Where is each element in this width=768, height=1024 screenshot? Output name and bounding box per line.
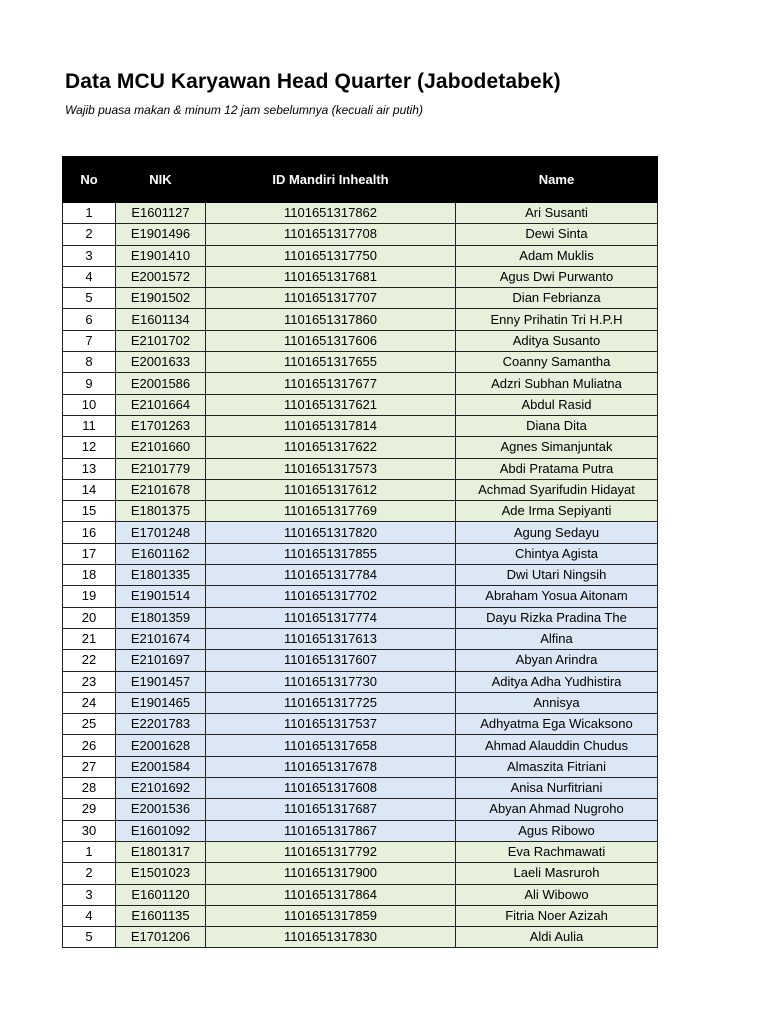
cell-no: 24 (63, 692, 116, 713)
cell-id-mandiri-inhealth: 1101651317859 (206, 905, 456, 926)
cell-nik: E2101702 (116, 330, 206, 351)
cell-no: 8 (63, 352, 116, 373)
table-row (63, 352, 658, 373)
cell-no: 5 (63, 927, 116, 948)
cell-id-mandiri-inhealth: 1101651317678 (206, 756, 456, 777)
cell-nik: E1801359 (116, 607, 206, 628)
cell-id-mandiri-inhealth: 1101651317864 (206, 884, 456, 905)
cell-id-mandiri-inhealth: 1101651317658 (206, 735, 456, 756)
cell-no: 15 (63, 501, 116, 522)
cell-nik: E1801317 (116, 841, 206, 862)
cell-name: Agnes Simanjuntak (456, 437, 658, 458)
cell-nik: E1901514 (116, 586, 206, 607)
cell-id-mandiri-inhealth: 1101651317681 (206, 266, 456, 287)
cell-no: 13 (63, 458, 116, 479)
table-row (63, 841, 658, 862)
cell-no: 4 (63, 905, 116, 926)
cell-name: Ade Irma Sepiyanti (456, 501, 658, 522)
cell-name: Fitria Noer Azizah (456, 905, 658, 926)
cell-no: 30 (63, 820, 116, 841)
cell-name: Enny Prihatin Tri H.P.H (456, 309, 658, 330)
cell-nik: E2001584 (116, 756, 206, 777)
cell-name: Anisa Nurfitriani (456, 778, 658, 799)
cell-id-mandiri-inhealth: 1101651317792 (206, 841, 456, 862)
table-row (63, 309, 658, 330)
table-row (63, 288, 658, 309)
cell-no: 1 (63, 841, 116, 862)
table-row (63, 692, 658, 713)
table-row (63, 437, 658, 458)
cell-id-mandiri-inhealth: 1101651317708 (206, 224, 456, 245)
cell-no: 6 (63, 309, 116, 330)
cell-nik: E2001628 (116, 735, 206, 756)
table-row (63, 224, 658, 245)
cell-no: 2 (63, 863, 116, 884)
table-row (63, 565, 658, 586)
cell-no: 3 (63, 245, 116, 266)
column-header-no: No (63, 157, 116, 203)
cell-nik: E1501023 (116, 863, 206, 884)
cell-name: Adhyatma Ega Wicaksono (456, 714, 658, 735)
table-row (63, 756, 658, 777)
cell-no: 18 (63, 565, 116, 586)
table-row (63, 330, 658, 351)
cell-nik: E2101697 (116, 650, 206, 671)
cell-name: Laeli Masruroh (456, 863, 658, 884)
column-header-id-mandiri-inhealth: ID Mandiri Inhealth (206, 157, 456, 203)
cell-id-mandiri-inhealth: 1101651317860 (206, 309, 456, 330)
table-row (63, 373, 658, 394)
cell-id-mandiri-inhealth: 1101651317867 (206, 820, 456, 841)
cell-nik: E1701263 (116, 415, 206, 436)
cell-id-mandiri-inhealth: 1101651317750 (206, 245, 456, 266)
cell-id-mandiri-inhealth: 1101651317900 (206, 863, 456, 884)
table-row (63, 671, 658, 692)
table-row (63, 863, 658, 884)
cell-nik: E1601120 (116, 884, 206, 905)
cell-nik: E1701248 (116, 522, 206, 543)
cell-no: 12 (63, 437, 116, 458)
cell-id-mandiri-inhealth: 1101651317707 (206, 288, 456, 309)
cell-name: Diana Dita (456, 415, 658, 436)
cell-nik: E1601162 (116, 543, 206, 564)
employee-table (62, 156, 658, 948)
cell-nik: E2101664 (116, 394, 206, 415)
cell-nik: E2101692 (116, 778, 206, 799)
cell-nik: E2101674 (116, 628, 206, 649)
cell-nik: E2101779 (116, 458, 206, 479)
cell-name: Abyan Arindra (456, 650, 658, 671)
table-row (63, 586, 658, 607)
cell-no: 27 (63, 756, 116, 777)
cell-id-mandiri-inhealth: 1101651317687 (206, 799, 456, 820)
cell-nik: E1601135 (116, 905, 206, 926)
cell-name: Adzri Subhan Muliatna (456, 373, 658, 394)
cell-name: Dwi Utari Ningsih (456, 565, 658, 586)
cell-id-mandiri-inhealth: 1101651317784 (206, 565, 456, 586)
table-row (63, 458, 658, 479)
table-row (63, 927, 658, 948)
cell-nik: E2001572 (116, 266, 206, 287)
table-row (63, 522, 658, 543)
cell-nik: E1601092 (116, 820, 206, 841)
cell-no: 9 (63, 373, 116, 394)
cell-id-mandiri-inhealth: 1101651317608 (206, 778, 456, 799)
cell-name: Alfina (456, 628, 658, 649)
page-subtitle: Wajib puasa makan & minum 12 jam sebelumnya (kecuali air putih) (65, 103, 423, 117)
table-row (63, 628, 658, 649)
cell-name: Agus Dwi Purwanto (456, 266, 658, 287)
cell-id-mandiri-inhealth: 1101651317621 (206, 394, 456, 415)
table-row (63, 714, 658, 735)
cell-name: Ahmad Alauddin Chudus (456, 735, 658, 756)
cell-name: Coanny Samantha (456, 352, 658, 373)
table-header (63, 157, 658, 203)
cell-id-mandiri-inhealth: 1101651317607 (206, 650, 456, 671)
cell-nik: E1801335 (116, 565, 206, 586)
table-row (63, 479, 658, 500)
cell-no: 19 (63, 586, 116, 607)
table-row (63, 607, 658, 628)
table-row (63, 501, 658, 522)
cell-name: Agung Sedayu (456, 522, 658, 543)
table-row (63, 266, 658, 287)
cell-name: Aldi Aulia (456, 927, 658, 948)
cell-no: 23 (63, 671, 116, 692)
table-row (63, 394, 658, 415)
table-row (63, 778, 658, 799)
cell-no: 28 (63, 778, 116, 799)
cell-id-mandiri-inhealth: 1101651317730 (206, 671, 456, 692)
cell-id-mandiri-inhealth: 1101651317820 (206, 522, 456, 543)
cell-name: Adam Muklis (456, 245, 658, 266)
cell-id-mandiri-inhealth: 1101651317814 (206, 415, 456, 436)
cell-name: Achmad Syarifudin Hidayat (456, 479, 658, 500)
cell-nik: E1701206 (116, 927, 206, 948)
cell-name: Abyan Ahmad Nugroho (456, 799, 658, 820)
cell-no: 21 (63, 628, 116, 649)
cell-nik: E1901410 (116, 245, 206, 266)
cell-nik: E1901457 (116, 671, 206, 692)
table-row (63, 820, 658, 841)
cell-id-mandiri-inhealth: 1101651317606 (206, 330, 456, 351)
cell-nik: E2201783 (116, 714, 206, 735)
cell-name: Agus Ribowo (456, 820, 658, 841)
cell-no: 1 (63, 203, 116, 224)
cell-id-mandiri-inhealth: 1101651317769 (206, 501, 456, 522)
cell-nik: E1901496 (116, 224, 206, 245)
cell-id-mandiri-inhealth: 1101651317855 (206, 543, 456, 564)
cell-id-mandiri-inhealth: 1101651317612 (206, 479, 456, 500)
cell-id-mandiri-inhealth: 1101651317702 (206, 586, 456, 607)
cell-nik: E2101678 (116, 479, 206, 500)
cell-no: 14 (63, 479, 116, 500)
cell-name: Dayu Rizka Pradina The (456, 607, 658, 628)
cell-no: 5 (63, 288, 116, 309)
cell-name: Aditya Susanto (456, 330, 658, 351)
cell-id-mandiri-inhealth: 1101651317774 (206, 607, 456, 628)
cell-name: Chintya Agista (456, 543, 658, 564)
cell-no: 20 (63, 607, 116, 628)
cell-name: Dian Febrianza (456, 288, 658, 309)
cell-name: Dewi Sinta (456, 224, 658, 245)
cell-id-mandiri-inhealth: 1101651317655 (206, 352, 456, 373)
table-body (63, 203, 658, 948)
cell-name: Eva Rachmawati (456, 841, 658, 862)
cell-nik: E1901465 (116, 692, 206, 713)
column-header-name: Name (456, 157, 658, 203)
cell-no: 16 (63, 522, 116, 543)
cell-no: 7 (63, 330, 116, 351)
cell-nik: E2001536 (116, 799, 206, 820)
cell-id-mandiri-inhealth: 1101651317573 (206, 458, 456, 479)
cell-no: 29 (63, 799, 116, 820)
cell-nik: E1801375 (116, 501, 206, 522)
table-row (63, 735, 658, 756)
cell-no: 26 (63, 735, 116, 756)
cell-no: 25 (63, 714, 116, 735)
cell-nik: E2001633 (116, 352, 206, 373)
table-row (63, 884, 658, 905)
cell-no: 2 (63, 224, 116, 245)
cell-nik: E1901502 (116, 288, 206, 309)
cell-id-mandiri-inhealth: 1101651317537 (206, 714, 456, 735)
cell-id-mandiri-inhealth: 1101651317862 (206, 203, 456, 224)
cell-name: Abdul Rasid (456, 394, 658, 415)
cell-name: Aditya Adha Yudhistira (456, 671, 658, 692)
table-row (63, 799, 658, 820)
cell-nik: E1601127 (116, 203, 206, 224)
table-row (63, 203, 658, 224)
column-header-nik: NIK (116, 157, 206, 203)
cell-no: 22 (63, 650, 116, 671)
cell-id-mandiri-inhealth: 1101651317725 (206, 692, 456, 713)
cell-nik: E2101660 (116, 437, 206, 458)
page-title: Data MCU Karyawan Head Quarter (Jabodetabek) (65, 70, 561, 93)
cell-id-mandiri-inhealth: 1101651317677 (206, 373, 456, 394)
table-row (63, 543, 658, 564)
cell-no: 3 (63, 884, 116, 905)
table-row (63, 650, 658, 671)
cell-name: Ali Wibowo (456, 884, 658, 905)
table-row (63, 415, 658, 436)
cell-name: Ari Susanti (456, 203, 658, 224)
table-row (63, 245, 658, 266)
cell-no: 10 (63, 394, 116, 415)
cell-name: Almaszita Fitriani (456, 756, 658, 777)
cell-name: Annisya (456, 692, 658, 713)
cell-nik: E1601134 (116, 309, 206, 330)
cell-id-mandiri-inhealth: 1101651317830 (206, 927, 456, 948)
cell-name: Abraham Yosua Aitonam (456, 586, 658, 607)
table-row (63, 905, 658, 926)
cell-no: 11 (63, 415, 116, 436)
cell-no: 4 (63, 266, 116, 287)
cell-nik: E2001586 (116, 373, 206, 394)
cell-id-mandiri-inhealth: 1101651317613 (206, 628, 456, 649)
cell-id-mandiri-inhealth: 1101651317622 (206, 437, 456, 458)
cell-no: 17 (63, 543, 116, 564)
cell-name: Abdi Pratama Putra (456, 458, 658, 479)
